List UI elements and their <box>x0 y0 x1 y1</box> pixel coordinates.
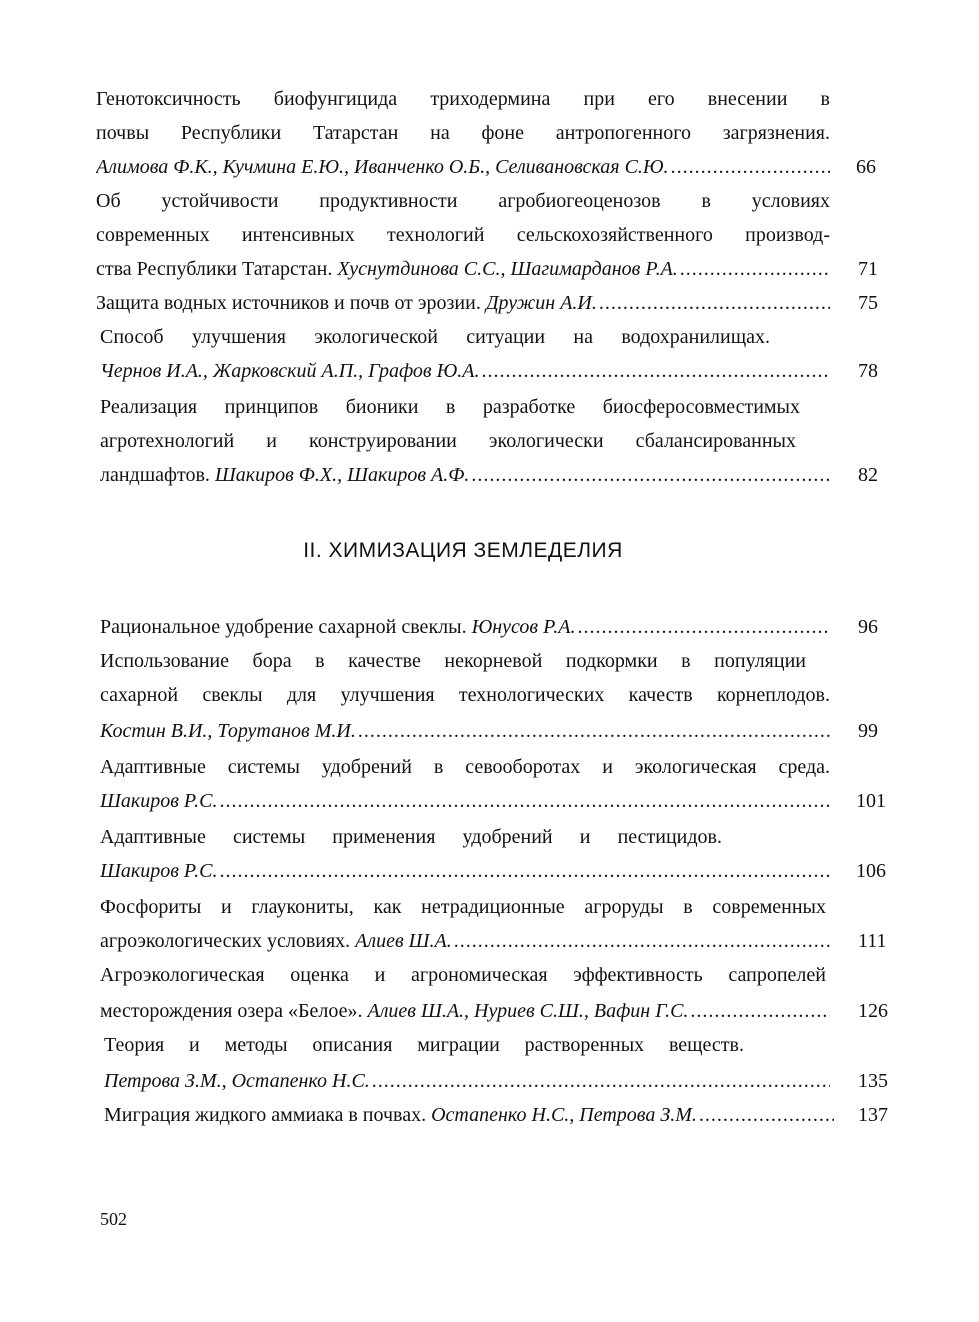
toc-entry-11-prefix: месторождения озера «Белое». <box>100 1000 363 1022</box>
toc-entry-13-title: Миграция жидкого аммиака в почвах. <box>104 1104 427 1126</box>
toc-entry-6-authors: Юнусов Р.А. <box>471 616 576 638</box>
toc-entry-8-page: 101 <box>856 790 886 812</box>
toc-entry-13-line <box>104 1102 834 1128</box>
toc-entry-3-page: 75 <box>858 292 878 314</box>
toc-entry-10-line-1: Фосфориты и глаукониты, как нетрадиционные агроруды в современных <box>100 896 826 918</box>
toc-entry-3-title: Защита водных источников и почв от эрозии. <box>96 292 481 314</box>
toc-entry-8-authors-line <box>100 788 830 814</box>
toc-entry-10-page: 111 <box>858 930 887 952</box>
toc-entry-1-page: 66 <box>856 156 876 178</box>
toc-entry-6-title: Рациональное удобрение сахарной свеклы. <box>100 616 467 638</box>
toc-entry-7-authors-line <box>100 718 830 744</box>
toc-entry-6-page: 96 <box>858 616 878 638</box>
toc-entry-3-line <box>96 290 830 316</box>
toc-entry-4-authors: Чернов И.А., Жарковский А.П., Графов Ю.А. <box>100 360 480 382</box>
toc-entry-12-line-1: Теория и методы описания миграции растворенных веществ. <box>104 1034 744 1056</box>
toc-entry-9-authors-line <box>100 858 830 884</box>
toc-entry-5-line-1: Реализация принципов бионики в разработке биосферосовместимых <box>100 396 800 418</box>
toc-entry-10-prefix: агроэкологических условиях. <box>100 930 351 952</box>
toc-entry-10-authors: Алиев Ш.А. <box>355 930 452 952</box>
toc-entry-13-page: 137 <box>858 1104 888 1126</box>
toc-entry-11-line-1: Агроэкологическая оценка и агрономическая эффективность сапропелей <box>100 964 826 986</box>
toc-entry-2-line-1: Об устойчивости продуктивности агробиогеоценозов в условиях <box>96 190 830 212</box>
toc-entry-5-authors: Шакиров Ф.Х., Шакиров А.Ф. <box>214 464 470 486</box>
toc-entry-9-page: 106 <box>856 860 886 882</box>
toc-entry-2-line-2: современных интенсивных технологий сельскохозяйственного производ- <box>96 224 830 246</box>
toc-entry-2-prefix: ства Республики Татарстан. <box>96 258 333 280</box>
section-heading: II. ХИМИЗАЦИЯ ЗЕМЛЕДЕЛИЯ <box>303 539 623 562</box>
toc-entry-12-authors-line <box>104 1068 830 1094</box>
toc-entry-7-page: 99 <box>858 720 878 742</box>
toc-entry-2-authors-line <box>96 256 830 282</box>
toc-entry-8-line-1: Адаптивные системы удобрений в севооборотах и экологическая среда. <box>100 756 830 778</box>
toc-entry-11-authors: Алиев Ш.А., Нуриев С.Ш., Вафин Г.С. <box>367 1000 689 1022</box>
toc-entry-5-page: 82 <box>858 464 878 486</box>
toc-entry-11-page: 126 <box>858 1000 888 1022</box>
toc-entry-4-authors-line <box>100 358 830 384</box>
toc-entry-12-page: 135 <box>858 1070 888 1092</box>
toc-entry-1-line-1: Генотоксичность биофунгицида триходермина при его внесении в <box>96 88 830 110</box>
toc-entry-13-authors: Остапенко Н.С., Петрова З.М. <box>431 1104 697 1126</box>
toc-entry-5-authors-line <box>100 462 830 488</box>
toc-entry-4-page: 78 <box>858 360 878 382</box>
toc-entry-10-authors-line <box>100 928 830 954</box>
toc-entry-7-line-1: Использование бора в качестве некорневой подкормки в популяции <box>100 650 806 672</box>
toc-entry-7-authors: Костин В.И., Торутанов М.И. <box>100 720 356 742</box>
toc-entry-5-prefix: ландшафтов. <box>100 464 210 486</box>
toc-entry-1-authors: Алимова Ф.К., Кучмина Е.Ю., Иванченко О.Б., Селивановская С.Ю. <box>96 156 669 178</box>
toc-entry-7-line-2: сахарной свеклы для улучшения технологических качеств корнеплодов. <box>100 684 830 706</box>
toc-entry-3-authors: Дружин А.И. <box>485 292 597 314</box>
toc-entry-1-line-2: почвы Республики Татарстан на фоне антропогенного загрязнения. <box>96 122 830 144</box>
page-number: 502 <box>100 1209 127 1229</box>
toc-entry-5-line-2: агротехнологий и конструировании экологически сбалансированных <box>100 430 796 452</box>
toc-entry-6-line <box>100 614 830 640</box>
toc-entry-2-page: 71 <box>858 258 878 280</box>
toc-entry-11-authors-line <box>100 998 830 1024</box>
toc-entry-4-line-1: Способ улучшения экологической ситуации на водохранилищах. <box>100 326 770 348</box>
toc-entry-9-line-1: Адаптивные системы применения удобрений и пестицидов. <box>100 826 722 848</box>
toc-entry-2-authors: Хуснутдинова С.С., Шагимарданов Р.А. <box>337 258 678 280</box>
toc-entry-12-authors: Петрова З.М., Остапенко Н.С. <box>104 1070 370 1092</box>
toc-entry-1-authors-line <box>96 154 830 180</box>
toc-entry-8-authors: Шакиров Р.С. <box>100 790 218 812</box>
toc-entry-9-authors: Шакиров Р.С. <box>100 860 218 882</box>
